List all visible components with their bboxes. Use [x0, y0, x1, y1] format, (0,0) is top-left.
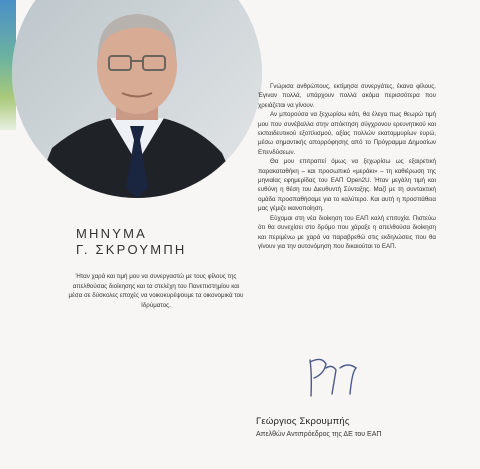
body-paragraph: Αν μπορούσα να ξεχωρίσω κάτι, θα έλεγα πως θεωρώ τιμή μου που συνέβαλλα στην απόκτηση σύγχρονου ερευνητικού και εκπαιδευτικού εξοπλισμού, αξίας πολλών εκατομμυρίων ευρώ, μέσω σημαντικής απορρόφησης από το Πρόγραμμα Δημοσίων Επενδύσεων.: [258, 111, 436, 156]
heading-author: Γ. ΣΚΡΟΥΜΠΗ: [76, 242, 187, 257]
body-paragraph: Εύχομαι στη νέα διοίκηση του ΕΑΠ καλή επιτυχία. Πιστεύω ότι θα συνεχίσει στο δρόμο που χάραξε η απελθούσα διοίκηση και περιμένω με χαρά να παραβρεθώ στις εκδηλώσεις που θα γίνουν για την αυτονόμηση που δικαιούται το ΕΑΠ.: [258, 214, 436, 250]
heading-title: ΜΗΝΥΜΑ: [76, 226, 147, 241]
signature-name: Γεώργιος Σκρουμπής: [256, 416, 350, 427]
author-portrait: [12, 0, 262, 198]
handwritten-signature: [302, 354, 366, 400]
message-heading: [76, 226, 187, 258]
body-paragraph: Θα μου επιτραπεί όμως να ξεχωρίσω ως εξαιρετική παρακαταθήκη – και προσωπικό «μεράκι» – τη καθιέρωση της μηνιαίας εφημερίδας του ΕΑΠ Open2U. Ήταν μεγάλη τιμή και ευθύνη η θέση του Διευθυντή Σύνταξης. Μαζί με τη συντακτική ομάδα προσπαθήσαμε για το καλύτερο. Και αυτή η προσπάθεια μας γέμιζε ικανοποίηση.: [258, 158, 436, 213]
message-body: [258, 82, 436, 251]
signature-role: Απελθών Αντιπρόεδρος της ΔΕ του ΕΑΠ: [256, 431, 382, 438]
intro-paragraph: Ήταν χαρά και τιμή μου να συνεργαστώ με τους φίλους της απελθούσας διοίκησης και τα στελέχη του Πανεπιστημίου και μέσα σε δύσκολες εποχές να νοικοκυρέψουμε τα οικονομικά του Ιδρύματος.: [68, 273, 244, 309]
body-paragraph: Γνώρισα ανθρώπους, εκτίμησα συνεργάτες, έκανα φίλους. Έγιναν πολλά, υπάρχουν πολλά ακόμα περισσότερα που χρειάζεται να γίνουν.: [258, 83, 436, 109]
